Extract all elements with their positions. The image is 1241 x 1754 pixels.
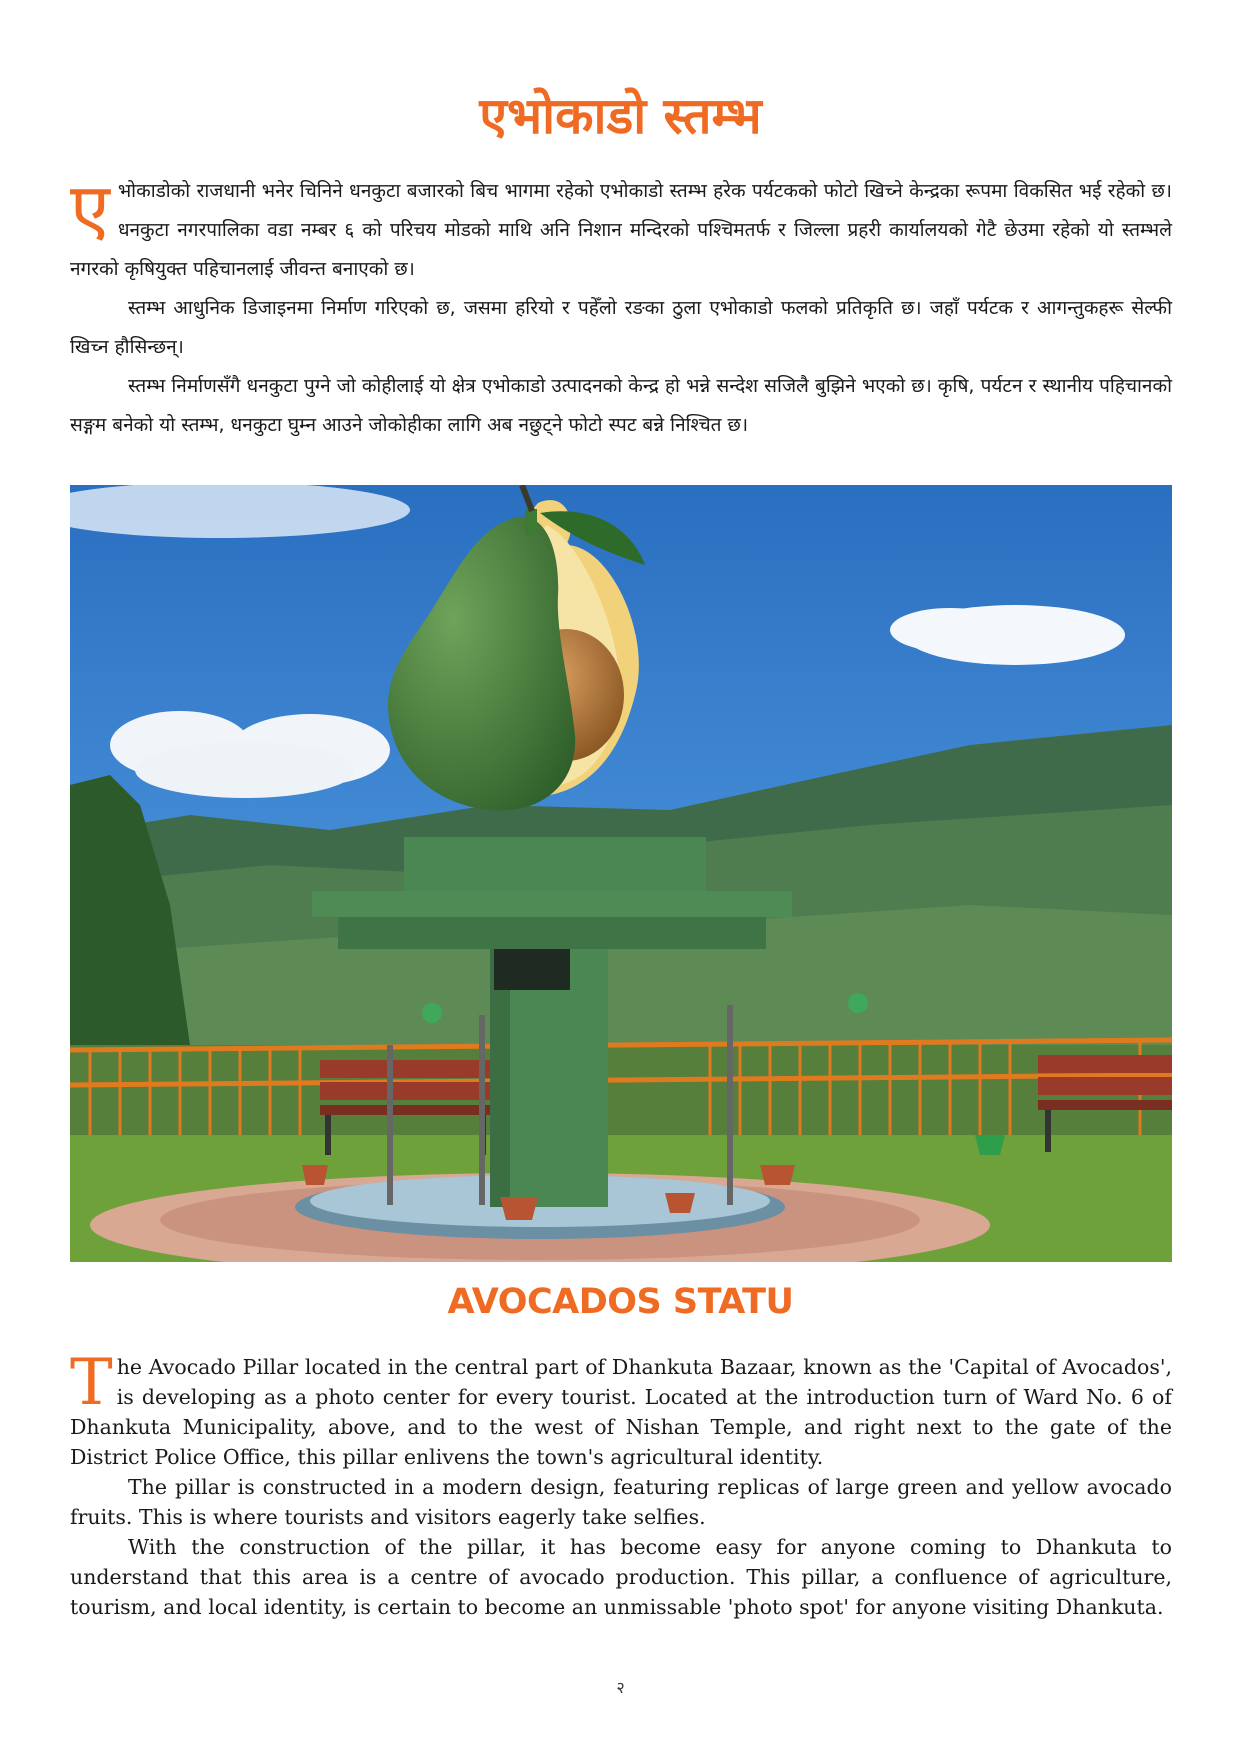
- english-paragraph-1-text: he Avocado Pillar located in the central part of Dhankuta Bazaar, known as the 'Capital of Avocados', is developing as a photo center for every tourist. Located at the introduction turn of Ward No. 6 of Dhankuta Municipality, above, and to the west of Nishan Temple, and right next to the gate of the District Police Office, this pillar enlivens the town's agricultural identity.: [70, 1355, 1172, 1469]
- page-title-english: AVOCADOS STATU: [447, 1282, 794, 1322]
- nepali-paragraph-1-text: भोकाडोको राजधानी भनेर चिनिने धनकुटा बजारको बिच भागमा रहेको एभोकाडो स्तम्भ हरेक पर्यटकको फोटो खिच्ने केन्द्रका रूपमा विकसित भई रहेको छ। धनकुटा नगरपालिका वडा नम्बर ६ को परिचय मोडको माथि अनि निशान मन्दिरको पश्चिमतर्फ र जिल्ला प्रहरी कार्यालयको गेटै छेउमा रहेको यो स्तम्भले नगरको कृषियुक्त पहिचानलाई जीवन्त बनाएको छ।: [70, 180, 1172, 280]
- page-number: २: [616, 1678, 625, 1697]
- english-paragraph-3: With the construction of the pillar, it has become easy for anyone coming to Dhankuta to understand that this area is a centre of avocado production. This pillar, a confluence of agriculture, tourism, and local identity, is certain to become an unmissable 'photo spot' for anyone visiting Dhankuta.: [70, 1535, 1172, 1619]
- nepali-paragraph-3: स्तम्भ निर्माणसँगै धनकुटा पुग्ने जो कोहीलाई यो क्षेत्र एभोकाडो उत्पादनको केन्द्र हो भन्ने सन्देश सजिलै बुझिने भएको छ। कृषि, पर्यटन र स्थानीय पहिचानको सङ्गम बनेको यो स्तम्भ, धनकुटा घुम्न आउने जोकोहीका लागि अब नछुट्ने फोटो स्पट बन्ने निश्चित छ।: [70, 375, 1172, 436]
- english-article: [70, 1346, 1172, 1622]
- avocado-statue-photo: [70, 485, 1172, 1262]
- nepali-paragraph-1: [70, 167, 1172, 289]
- nepali-dropcap: ए: [70, 167, 110, 251]
- nepali-article: [70, 167, 1172, 445]
- nepali-paragraph-2: स्तम्भ आधुनिक डिजाइनमा निर्माण गरिएको छ, जसमा हरियो र पहेँलो रङका ठुला एभोकाडो फलको प्रतिकृति छ। जहाँ पर्यटक र आगन्तुकहरू सेल्फी खिच्न हौसिन्छन्।: [70, 297, 1172, 358]
- english-dropcap: T: [70, 1346, 113, 1420]
- page-title-nepali: एभोकाडो स्तम्भ: [479, 87, 762, 145]
- english-paragraph-1: [70, 1346, 1172, 1472]
- english-paragraph-2: The pillar is constructed in a modern design, featuring replicas of large green and yellow avocado fruits. This is where tourists and visitors eagerly take selfies.: [70, 1475, 1172, 1529]
